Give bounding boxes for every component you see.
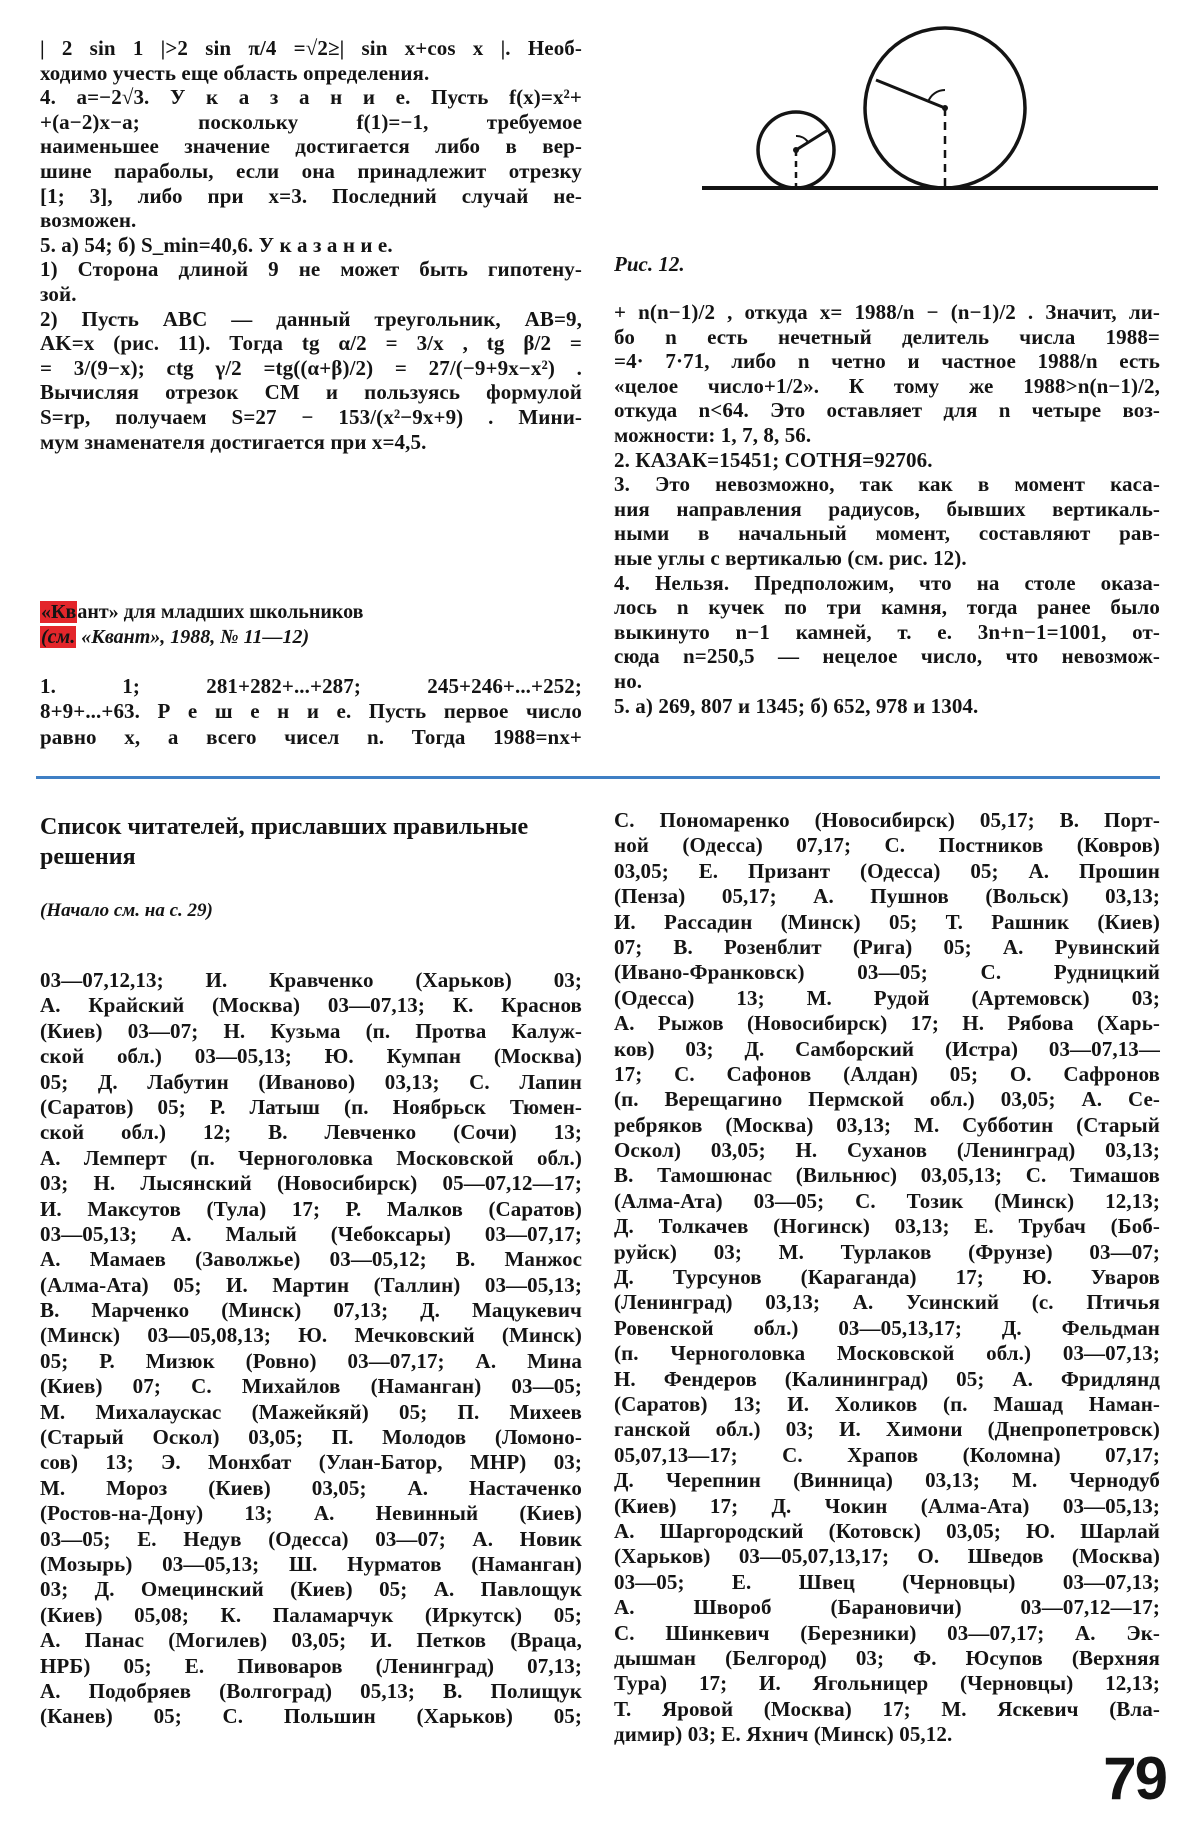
text-line: ными в начальный момент, составляют рав-	[614, 521, 1160, 546]
readers-list-title: Список читателей, приславших правильные решения	[40, 814, 529, 870]
answers-column-top-left	[40, 36, 582, 454]
text-line: возможен.	[40, 208, 137, 233]
list-line: ной (Одесса) 07,17; С. Постников (Ковров)	[614, 833, 1160, 858]
figure-caption: Рис. 12.	[614, 252, 685, 276]
formula-line: + n(n−1)/2 , откуда x= 1988/n − (n−1)/2 . Значит, ли-	[614, 300, 1160, 324]
text-line: =4· 7·71, либо n четно и частное 1988/n есть	[614, 349, 1160, 374]
list-line: (Пенза) 05,17; А. Пушнов (Вольск) 03,13;	[614, 884, 1160, 909]
text-line: 1. 1; 281+282+...+287; 245+246+...+252;	[40, 674, 582, 698]
page-number: 79	[1103, 1745, 1166, 1812]
text-line: откуда n<64. Это оставляет для n четыре воз-	[614, 398, 1160, 423]
text-line: шине параболы, если она принадлежит отрезку	[40, 158, 582, 183]
list-line: 03—05,13; А. Малый (Чебоксары) 03—07,17;	[40, 1221, 582, 1246]
text-line: можности: 1, 7, 8, 56.	[614, 422, 812, 447]
list-line: (Канев) 05; С. Польшин (Харьков) 05;	[40, 1704, 582, 1729]
list-line: Н. Фендеров (Калининград) 05; А. Фридлянд	[614, 1366, 1160, 1391]
text-line: бо n есть нечетный делитель числа 1988=	[614, 324, 1160, 349]
list-line: Тура) 17; И. Ягольницер (Черновцы) 12,13;	[614, 1671, 1160, 1696]
list-line: И. Максутов (Тула) 17; Р. Малков (Саратов)	[40, 1196, 582, 1221]
text-line: ные углы с вертикалью (см. рис. 12).	[614, 545, 967, 570]
young-students-heading	[40, 600, 582, 650]
readers-list-note: (Начало см. на с. 29)	[40, 900, 213, 921]
red-marker: (см.	[41, 626, 76, 648]
figure-small-radius	[796, 130, 828, 150]
list-line: 03—05; Е. Швец (Черновцы) 03—07,13;	[614, 1569, 1160, 1594]
list-line: А. Шаргородский (Котовск) 03,05; Ю. Шарлай	[614, 1518, 1160, 1543]
list-line: (Минск) 03—05,08,13; Ю. Мечковский (Минск)	[40, 1323, 582, 1348]
text-line: 2. КАЗАК=15451; СОТНЯ=92706.	[614, 447, 933, 472]
figure-small-angle-arc	[796, 136, 808, 142]
text-line: наименьшее значение достигается либо в вер-	[40, 134, 582, 159]
text-line: 3. Это невозможно, так как в момент каса-	[614, 472, 1160, 497]
list-line: (Харьков) 03—05,07,13,17; О. Шведов (Москва)	[614, 1544, 1160, 1569]
text-line: мум знаменателя достигается при x=4,5.	[40, 429, 427, 454]
list-line: ков) 03; Д. Самборский (Истра) 03—07,13—	[614, 1036, 1160, 1061]
text-line: 4. a=−2√3. У к а з а н и е. Пусть f(x)=x²+	[40, 85, 582, 110]
figure-large-center	[942, 105, 948, 111]
list-line: Д. Турсунов (Караганда) 17; Ю. Уваров	[614, 1265, 1160, 1290]
text-line: 8+9+...+63. Р е ш е н и е. Пусть первое число	[40, 699, 582, 724]
list-line: Оскол) 03,05; Н. Суханов (Ленинград) 03,13;	[614, 1138, 1160, 1163]
section-divider	[36, 776, 1160, 779]
text-line: выкинуто n−1 камней, т. е. 3n+n−1=1001, от-	[614, 619, 1160, 644]
text-line: 1) Сторона длиной 9 не может быть гипотену-	[40, 257, 582, 282]
text-line: Вычисляя отрезок CM и пользуясь формулой	[40, 380, 582, 405]
list-line: (п. Верещагино Пермской обл.) 03,05; А. Се-	[614, 1087, 1160, 1112]
readers-column-left	[40, 968, 582, 1730]
list-line: Т. Яровой (Москва) 17; М. Яскевич (Вла-	[614, 1696, 1160, 1721]
list-line: 03,05; Е. Призант (Одесса) 05; А. Прошин	[614, 858, 1160, 883]
list-line: сов) 13; Э. Монхбат (Улан-Батор, МНР) 03;	[40, 1450, 582, 1475]
text-line: лось n кучек по три камня, тогда ранее было	[614, 595, 1160, 620]
list-line: И. Рассадин (Минск) 05; Т. Рашник (Киев)	[614, 909, 1160, 934]
text-line: | 2 sin 1 |>2 sin π/4 =√2≥| sin x+cos x |. Необ-	[40, 36, 582, 60]
figure-small-center	[793, 147, 799, 153]
list-line: С. Пономаренко (Новосибирск) 05,17; В. Порт-	[614, 808, 1160, 832]
list-line: 05,07,13—17; С. Храпов (Коломна) 07,17;	[614, 1442, 1160, 1467]
text-line: 5. а) 54; б) S_min=40,6. У к а з а н и е.	[40, 232, 393, 257]
text-line: «целое число+1/2». К тому же 1988>n(n−1)/2,	[614, 373, 1160, 398]
list-line: 03; Н. Лысянский (Новосибирск) 05—07,12—17;	[40, 1171, 582, 1196]
list-line: (Саратов) 13; И. Холиков (п. Машад Наман-	[614, 1391, 1160, 1416]
list-line: А. Рыжов (Новосибирск) 17; Н. Рябова (Харь-	[614, 1011, 1160, 1036]
list-line: (Старый Оскол) 03,05; П. Молодов (Ломоно-	[40, 1425, 582, 1450]
text-line: но.	[614, 668, 643, 693]
text-line: +(a−2)x−a; поскольку f(1)=−1, требуемое	[40, 109, 582, 134]
list-line: ской обл.) 12; В. Левченко (Сочи) 13;	[40, 1120, 582, 1145]
list-line: ребряков (Москва) 03,13; М. Субботин (Старый	[614, 1112, 1160, 1137]
text-line: ходимо учесть еще область определения.	[40, 60, 430, 85]
text-line: ния направления радиусов, бывших вертикаль-	[614, 496, 1160, 521]
text-line: равно x, а всего чисел n. Тогда 1988=nx+	[40, 724, 582, 749]
list-line: (Киев) 05,08; К. Паламарчук (Иркутск) 05;	[40, 1602, 582, 1627]
list-line: руйск) 03; М. Турлаков (Фрунзе) 03—07;	[614, 1239, 1160, 1264]
list-line: (Саратов) 05; Р. Латыш (п. Ноябрьск Тюмен-	[40, 1094, 582, 1119]
list-line: 17; С. Сафонов (Алдан) 05; О. Сафронов	[614, 1061, 1160, 1086]
list-line: (Одесса) 13; М. Рудой (Артемовск) 03;	[614, 985, 1160, 1010]
red-marker: «Кв	[41, 601, 77, 623]
list-line: (Киев) 17; Д. Чокин (Алма-Ата) 03—05,13;	[614, 1493, 1160, 1518]
list-line: 03—05; Е. Недув (Одесса) 03—07; А. Новик	[40, 1526, 582, 1551]
list-line: НРБ) 05; Е. Пивоваров (Ленинград) 07,13;	[40, 1653, 582, 1678]
figure-large-angle-arc	[928, 90, 945, 102]
list-line: дышман (Белгород) 03; Ф. Юсупов (Верхняя	[614, 1645, 1160, 1670]
list-line: 05; Д. Лабутин (Иваново) 03,13; С. Лапин	[40, 1069, 582, 1094]
text-line: 2) Пусть ABC — данный треугольник, AB=9,	[40, 306, 582, 331]
list-line: (Мозырь) 03—05,13; Ш. Нурматов (Наманган)	[40, 1551, 582, 1576]
list-line: (Ивано-Франковск) 03—05; С. Рудницкий	[614, 960, 1160, 985]
list-line: Д. Черепнин (Винница) 03,13; М. Чернодуб	[614, 1468, 1160, 1493]
list-line: М. Мороз (Киев) 03,05; А. Настаченко	[40, 1475, 582, 1500]
text-line: 5. а) 269, 807 и 1345; б) 652, 978 и 1304.	[614, 693, 979, 718]
list-line: 07; В. Розенблит (Рига) 05; А. Рувинский	[614, 934, 1160, 959]
list-line: А. Мамаев (Заволжье) 03—05,12; В. Манжос	[40, 1247, 582, 1272]
list-line: А. Швороб (Барановичи) 03—07,12—17;	[614, 1595, 1160, 1620]
list-line: (Киев) 03—07; Н. Кузьма (п. Протва Калуж-	[40, 1018, 582, 1043]
readers-column-right	[614, 808, 1160, 1747]
list-line: (п. Черноголовка Московской обл.) 03—07,13;	[614, 1341, 1160, 1366]
answers-young-column	[40, 674, 582, 750]
formula-line: S=rp, получаем S=27 − 153/(x²−9x+9) . Мини-	[40, 404, 582, 429]
list-line: (Алма-Ата) 05; И. Мартин (Таллин) 03—05,13;	[40, 1272, 582, 1297]
heading-text: ант» для младших школьников	[77, 601, 364, 623]
list-line: (Киев) 07; С. Михайлов (Наманган) 03—05;	[40, 1374, 582, 1399]
list-line: Д. Толкачев (Ногинск) 03,13; Е. Трубач (Боб-	[614, 1214, 1160, 1239]
list-line: В. Марченко (Минск) 07,13; Д. Мацукевич	[40, 1298, 582, 1323]
list-line: (Ленинград) 03,13; А. Усинский (с. Птичья	[614, 1290, 1160, 1315]
formula-line: AK=x (рис. 11). Тогда tg α/2 = 3/x , tg β/2 =	[40, 331, 582, 356]
text-line: сюда n=250,5 — нецелое число, что невозмож-	[614, 644, 1160, 669]
list-line: А. Подобряев (Волгоград) 05,13; В. Полищук	[40, 1678, 582, 1703]
list-line: Ровенской обл.) 03—05,13,17; Д. Фельдман	[614, 1315, 1160, 1340]
list-line: (Алма-Ата) 03—05; С. Тозик (Минск) 12,13;	[614, 1188, 1160, 1213]
list-line: А. Лемперт (п. Черноголовка Московской обл.)	[40, 1145, 582, 1170]
text-line: зой.	[40, 281, 77, 306]
list-line: димир) 03; Е. Яхнич (Минск) 05,12.	[614, 1722, 953, 1747]
text-line: 4. Нельзя. Предположим, что на столе оказа-	[614, 570, 1160, 595]
list-line: А. Панас (Могилев) 03,05; И. Петков (Враца,	[40, 1628, 582, 1653]
formula-line: = 3/(9−x); ctg γ/2 =tg((α+β)/2) = 27/(−9+9x−x²) .	[40, 355, 582, 380]
list-line: В. Тамошюнас (Вильнюс) 03,05,13; С. Тимашов	[614, 1163, 1160, 1188]
list-line: 03—07,12,13; И. Кравченко (Харьков) 03;	[40, 968, 582, 992]
heading-source: «Квант», 1988, № 11—12)	[76, 626, 310, 648]
list-line: А. Крайский (Москва) 03—07,13; К. Краснов	[40, 993, 582, 1018]
list-line: (Ростов-на-Дону) 13; А. Невинный (Киев)	[40, 1501, 582, 1526]
text-line: [1; 3], либо при x=3. Последний случай не-	[40, 183, 582, 208]
list-line: 03; Д. Омецинский (Киев) 05; А. Павлощук	[40, 1577, 582, 1602]
list-line: М. Михалаускас (Мажейкяй) 05; П. Михеев	[40, 1399, 582, 1424]
figure-12-two-circles	[690, 20, 1160, 220]
list-line: С. Шинкевич (Березники) 03—07,17; А. Эк-	[614, 1620, 1160, 1645]
list-line: ганской обл.) 03; И. Химони (Днепропетровск)	[614, 1417, 1160, 1442]
list-line: ской обл.) 03—05,13; Ю. Кумпан (Москва)	[40, 1044, 582, 1069]
answers-column-top-right	[614, 300, 1160, 718]
list-line: 05; Р. Мизюк (Ровно) 03—07,17; А. Мина	[40, 1348, 582, 1373]
